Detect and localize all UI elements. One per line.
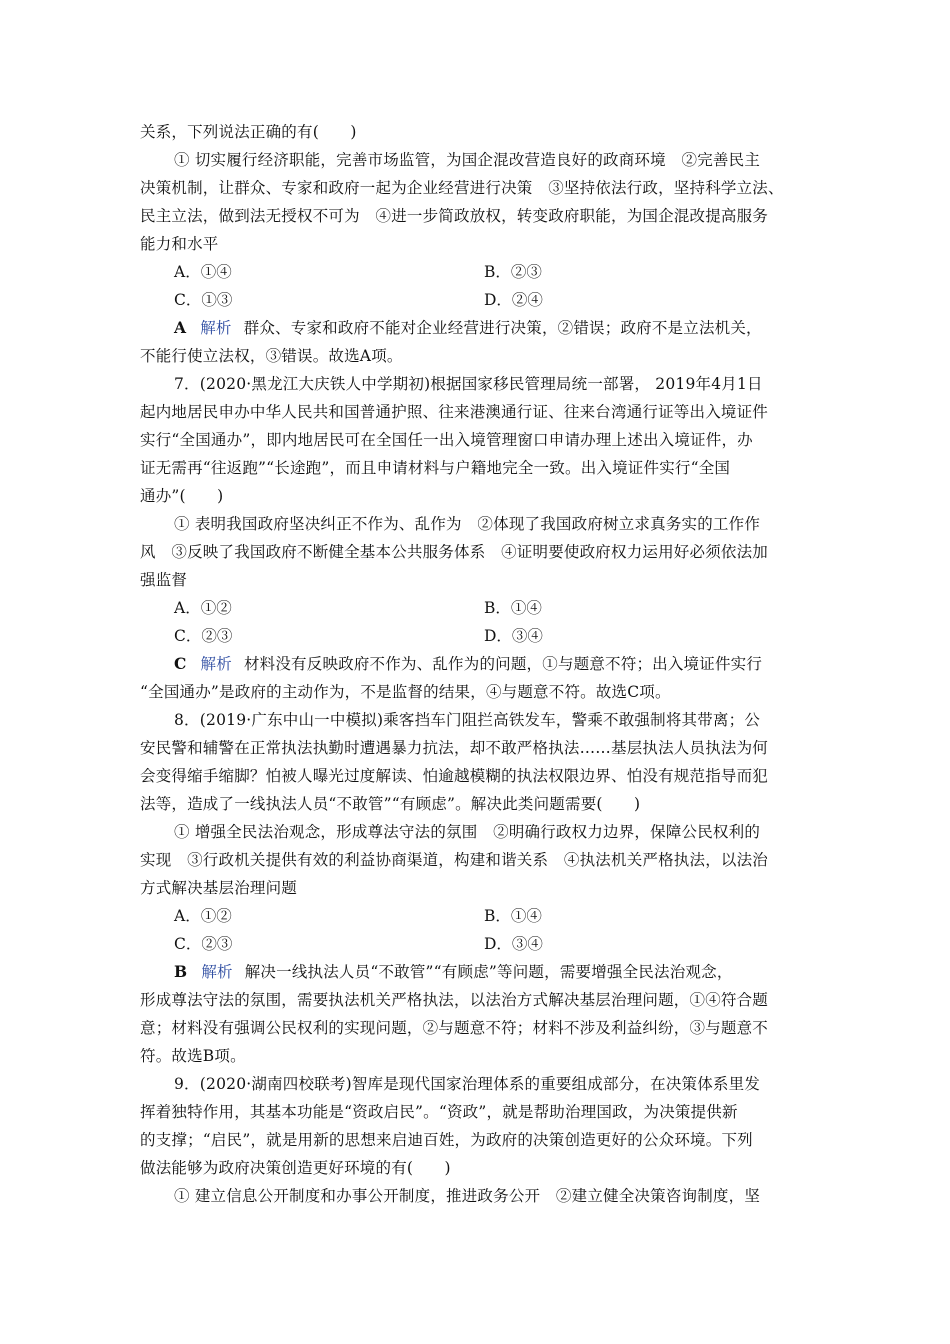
q6-option-d: D．②④ (484, 291, 543, 309)
q8-statement-line: 方式解决基层治理问题 (140, 879, 298, 897)
q7-option-d: D．③④ (484, 627, 543, 645)
q7-stem-line: 7．(2020·黑龙江大庆铁人中学期初)根据国家移民管理局统一部署， 2019年4月1日 (174, 375, 763, 393)
q6-analysis-line: 不能行使立法权，③错误。故选A项。 (140, 347, 403, 365)
q7-analysis (174, 654, 854, 674)
q8-analysis-line: 意；材料没有强调公民权利的实现问题，②与题意不符；材料不涉及利益纠纷，③与题意不 (140, 1019, 769, 1037)
q6-statement-line: 能力和水平 (140, 235, 219, 253)
q8-option-d: D．③④ (484, 935, 543, 953)
q7-stem-line: 通办”( ) (140, 487, 224, 505)
q6-stem-tail: 关系，下列说法正确的有( ) (140, 123, 357, 141)
q6-option-b: B．②③ (484, 263, 542, 281)
q7-analysis-text: 材料没有反映政府不作为、乱作为的问题，①与题意不符；出入境证件实行 (243, 655, 763, 673)
q8-statement-line: ① 增强全民法治观念，形成尊法守法的氛围 ②明确行政权力边界，保障公民权利的 (174, 823, 761, 841)
q7-answer: C (174, 654, 187, 673)
q7-statement-line: 强监督 (140, 571, 188, 589)
q9-stem-line: 做法能够为政府决策创造更好环境的有( ) (140, 1159, 451, 1177)
q9-stem-line: 挥着独特作用，其基本功能是“资政启民”。“资政”，就是帮助治理国政，为决策提供新 (140, 1103, 738, 1121)
q8-stem-line: 8．(2019·广东中山一中模拟)乘客挡车门阻拦高铁发车，警乘不敢强制将其带离；公 (174, 711, 761, 729)
q7-option-c: C．②③ (174, 627, 233, 645)
q6-answer: A (174, 318, 187, 337)
q8-option-c: C．②③ (174, 935, 233, 953)
q6-statement-line: ① 切实履行经济职能，完善市场监管，为国企混改营造良好的政商环境 ②完善民主 (174, 151, 761, 169)
analysis-label: 解析 (200, 655, 232, 673)
q7-stem-line: 起内地居民申办中华人民共和国普通护照、往来港澳通行证、往来台湾通行证等出入境证件 (140, 403, 769, 421)
q8-analysis (174, 962, 854, 982)
q7-option-b: B．①④ (484, 599, 542, 617)
q6-analysis-text: 群众、专家和政府不能对企业经营进行决策，②错误；政府不是立法机关， (243, 319, 762, 337)
q8-stem-line: 安民警和辅警在正常执法执勤时遭遇暴力抗法，却不敢严格执法……基层执法人员执法为何 (140, 739, 769, 757)
q7-stem-line: 证无需再“往返跑”“长途跑”，而且申请材料与户籍地完全一致。出入境证件实行“全国 (140, 459, 731, 477)
analysis-label: 解析 (200, 319, 232, 337)
q6-analysis (174, 318, 854, 338)
q6-statement-line: 决策机制，让群众、专家和政府一起为企业经营进行决策 ③坚持依法行政，坚持科学立法、 (140, 179, 784, 197)
q8-statement-line: 实现 ③行政机关提供有效的利益协商渠道，构建和谐关系 ④执法机关严格执法，以法治 (140, 851, 769, 869)
q9-stem-line: 的支撑；“启民”，就是用新的思想来启迪百姓，为政府的决策创造更好的公众环境。下列 (140, 1131, 753, 1149)
q9-stem-line: 9．(2020·湖南四校联考)智库是现代国家治理体系的重要组成部分，在决策体系里发 (174, 1075, 761, 1093)
analysis-label: 解析 (201, 963, 233, 981)
q8-answer: B (174, 962, 188, 981)
q7-statement-line: ① 表明我国政府坚决纠正不作为、乱作为 ②体现了我国政府树立求真务实的工作作 (174, 515, 761, 533)
q6-option-a: A．①④ (174, 263, 232, 281)
q7-option-a: A．①② (174, 599, 232, 617)
q8-analysis-text: 解决一线执法人员“不敢管”“有顾虑”等问题，需要增强全民法治观念， (244, 963, 733, 981)
q8-stem-line: 法等，造成了一线执法人员“不敢管”“有顾虑”。解决此类问题需要( ) (140, 795, 641, 813)
q8-option-b: B．①④ (484, 907, 542, 925)
q6-statement-line: 民主立法，做到法无授权不可为 ④进一步简政放权，转变政府职能，为国企混改提高服务 (140, 207, 769, 225)
q7-statement-line: 风 ③反映了我国政府不断健全基本公共服务体系 ④证明要使政府权力运用好必须依法加 (140, 543, 769, 561)
q7-stem-line: 实行“全国通办”，即内地居民可在全国任一出入境管理窗口申请办理上述出入境证件，办 (140, 431, 753, 449)
q8-stem-line: 会变得缩手缩脚？怕被人曝光过度解读、怕逾越模糊的执法权限边界、怕没有规范指导而犯 (140, 767, 769, 785)
q6-option-c: C．①③ (174, 291, 233, 309)
q9-statement-line: ① 建立信息公开制度和办事公开制度，推进政务公开 ②建立健全决策咨询制度，坚 (174, 1187, 761, 1205)
q8-option-a: A．①② (174, 907, 232, 925)
q7-analysis-line: “全国通办”是政府的主动作为，不是监督的结果，④与题意不符。故选C项。 (140, 683, 671, 701)
q8-analysis-line: 符。故选B项。 (140, 1047, 246, 1065)
q8-analysis-line: 形成尊法守法的氛围，需要执法机关严格执法，以法治方式解决基层治理问题，①④符合题 (140, 991, 769, 1009)
